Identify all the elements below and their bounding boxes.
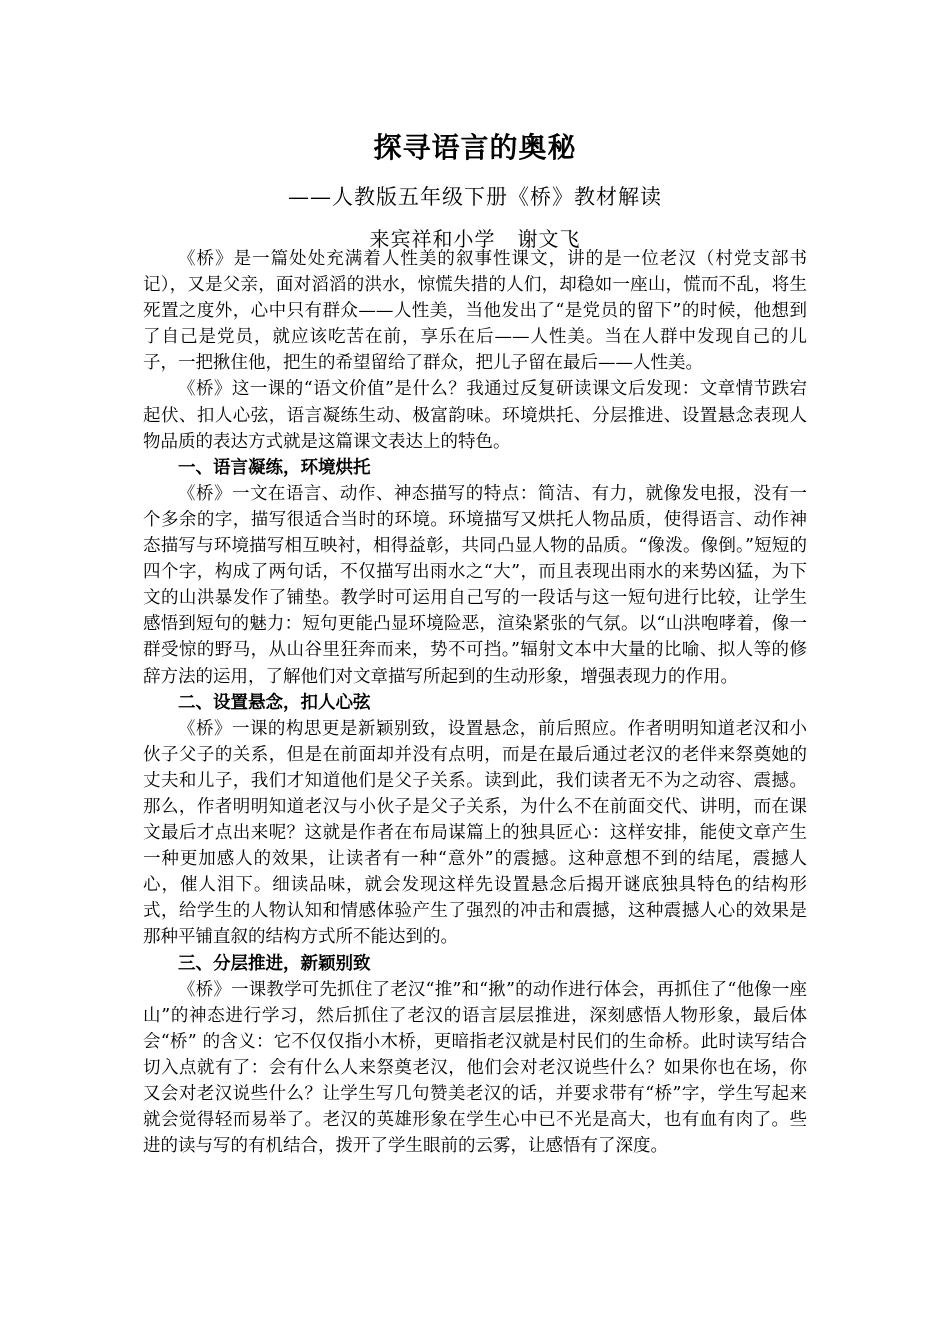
paragraph-section-1: 《桥》一文在语言、动作、神态描写的特点：简洁、有力，就像发电报，没有一个多余的字，描写很适合当时的环境。环境描写又烘托人物品质，使得语言、动作神态描写与环境描写相互映衬，相得益彰，共同凸显人物的品质。“像泼。像倒。”短短的四个字，构成了两句话，不仅描写出雨水之“大”，而且表现出雨水的来势凶猛，为下文的山洪暴发作了铺垫。教学时可运用自己写的一段话与这一短句进行比较，让学生感悟到短句的魅力：短句更能凸显环境险恶，渲染紧张的气氛。以“山洪咆哮着，像一群受惊的野马，从山谷里狂奔而来，势不可挡。”辐射文本中大量的比喻、拟人等的修辞方法的运用，了解他们对文章描写所起到的生动形象，增强表现力的作用。 <box>143 483 807 687</box>
document-subtitle: ——人教版五年级下册《桥》教材解读 <box>288 185 662 209</box>
section-heading-1: 一、语言凝练，环境烘托 <box>178 457 371 478</box>
section-heading-2: 二、设置悬念，扣人心弦 <box>178 692 371 713</box>
paragraph-section-3: 《桥》一课教学可先抓住了老汉“推”和“揪”的动作进行体会，再抓住了“他像一座山”的神态进行学习，然后抓住了老汉的语言层层推进，深刻感悟人物形象，最后体会“桥” 的含义：它不仅仅指小木桥，更暗指老汉就是村民们的生命桥。此时读写结合切入点就有了：会有什么人来祭奠老汉，他们会对老汉说些什么？如果你也在场，你又会对老汉说些什么？让学生写几句赞美老汉的话，并要求带有“桥”字，学生写起来就会觉得轻而易举了。老汉的英雄形象在学生心中已不光是高大，也有血有肉了。些进的读与写的有机结合，拨开了学生眼前的云雾，让感悟有了深度。 <box>143 979 807 1157</box>
author-school: 来宾祥和小学 <box>369 227 496 251</box>
paragraph-section-2: 《桥》一课的构思更是新颖别致，设置悬念，前后照应。作者明明知道老汉和小伙子父子的关系，但是在前面却并没有点明，而是在最后通过老汉的老伴来祭奠她的丈夫和儿子，我们才知道他们是父子关系。读到此，我们读者无不为之动容、震撼。那么，作者明明知道老汉与小伙子是父子关系，为什么不在前面交代、讲明，而在课文最后才点出来呢？这就是作者在布局谋篇上的独具匠心：这样安排，能使文章产生一种更加感人的效果，让读者有一种“意外”的震撼。这种意想不到的结尾，震撼人心，催人泪下。细读品味，就会发现这样先设置悬念后揭开谜底独具特色的结构形式，给学生的人物认知和情感体验产生了强烈的冲击和震撼，这种震撼人心的效果是那种平铺直叙的结构方式所不能达到的。 <box>143 718 807 948</box>
paragraph-intro: 《桥》是一篇处处充满着人性美的叙事性课文，讲的是一位老汉（村党支部书记），又是父亲，面对滔滔的洪水，惊慌失措的人们，却稳如一座山，慌而不乱，将生死置之度外，心中只有群众——人性美，当他发出了“是党员的留下”的时候，他想到了自己是党员，就应该吃苦在前，享乐在后——人性美。当在人群中发现自己的儿子，一把揪住他，把生的希望留给了群众，把儿子留在最后——人性美。 <box>143 249 807 374</box>
document-title: 探寻语言的奥秘 <box>373 131 577 164</box>
document-body <box>143 246 807 1159</box>
author-name: 谢文飞 <box>517 227 581 251</box>
section-heading-3: 三、分层推进，新颖别致 <box>178 953 371 974</box>
paragraph-value: 《桥》这一课的“语文价值”是什么？我通过反复研读课文后发现：文章情节跌宕起伏、扣人心弦，语言凝练生动、极富韵味。环境烘托、分层推进、设置悬念表现人物品质的表达方式就是这篇课文表达上的特色。 <box>143 379 807 452</box>
